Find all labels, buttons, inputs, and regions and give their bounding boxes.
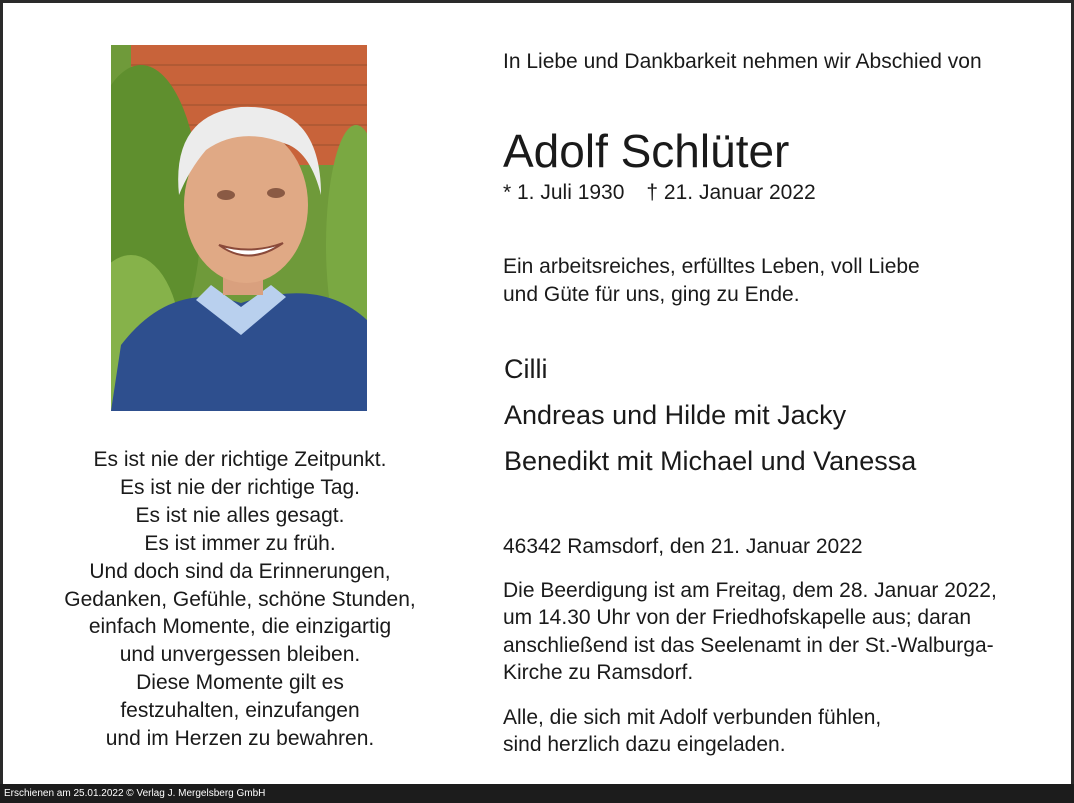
memorial-poem bbox=[40, 446, 440, 753]
poem-line: Gedanken, Gefühle, schöne Stunden, bbox=[64, 587, 416, 611]
poem-line: Es ist nie der richtige Tag. bbox=[119, 475, 361, 499]
death-date: † 21. Januar 2022 bbox=[646, 181, 816, 204]
quote-line: Ein arbeitsreiches, erfülltes Leben, voll Liebe bbox=[503, 255, 920, 278]
invite-line: sind herzlich dazu eingeladen. bbox=[503, 733, 786, 757]
poem-line: Diese Momente gilt es bbox=[136, 671, 344, 695]
poem-line: einfach Momente, die einzigartig bbox=[88, 615, 392, 639]
poem-line: Es ist immer zu früh. bbox=[144, 531, 336, 555]
invitation bbox=[503, 704, 881, 759]
birth-date: * 1. Juli 1930 bbox=[503, 181, 625, 204]
mourner: Andreas und Hilde mit Jacky bbox=[504, 400, 847, 430]
funeral-line: um 14.30 Uhr von der Friedhofskapelle aus; daran bbox=[503, 606, 972, 630]
poem-line: und im Herzen zu bewahren. bbox=[105, 727, 375, 751]
life-dates bbox=[503, 181, 816, 205]
funeral-line: Kirche zu Ramsdorf. bbox=[503, 660, 694, 684]
poem-line: festzuhalten, einzufangen bbox=[120, 699, 360, 723]
funeral-line: Die Beerdigung ist am Freitag, dem 28. Januar 2022, bbox=[503, 579, 997, 602]
poem-line: Es ist nie alles gesagt. bbox=[135, 503, 345, 527]
poem-line: Es ist nie der richtige Zeitpunkt. bbox=[93, 448, 387, 471]
life-quote bbox=[503, 253, 920, 308]
publication-footer: Erschienen am 25.01.2022 © Verlag J. Mergelsberg GmbH bbox=[0, 784, 1074, 803]
invite-line: Alle, die sich mit Adolf verbunden fühlen, bbox=[503, 706, 882, 729]
place-date: 46342 Ramsdorf, den 21. Januar 2022 bbox=[503, 535, 863, 558]
portrait-photo bbox=[111, 45, 367, 411]
intro-text: In Liebe und Dankbarkeit nehmen wir Abschied von bbox=[503, 50, 982, 73]
portrait-photo-image bbox=[111, 45, 367, 411]
mourner: Benedikt mit Michael und Vanessa bbox=[504, 446, 917, 476]
poem-line: Und doch sind da Erinnerungen, bbox=[89, 559, 391, 583]
mourners-list bbox=[504, 346, 916, 484]
funeral-line: anschließend ist das Seelenamt in der St.-Walburga- bbox=[503, 633, 994, 657]
quote-line: und Güte für uns, ging zu Ende. bbox=[503, 282, 800, 306]
funeral-details bbox=[503, 577, 997, 686]
poem-line: und unvergessen bleiben. bbox=[119, 643, 361, 667]
deceased-name: Adolf Schlüter bbox=[503, 125, 790, 177]
mourner: Cilli bbox=[504, 354, 548, 384]
